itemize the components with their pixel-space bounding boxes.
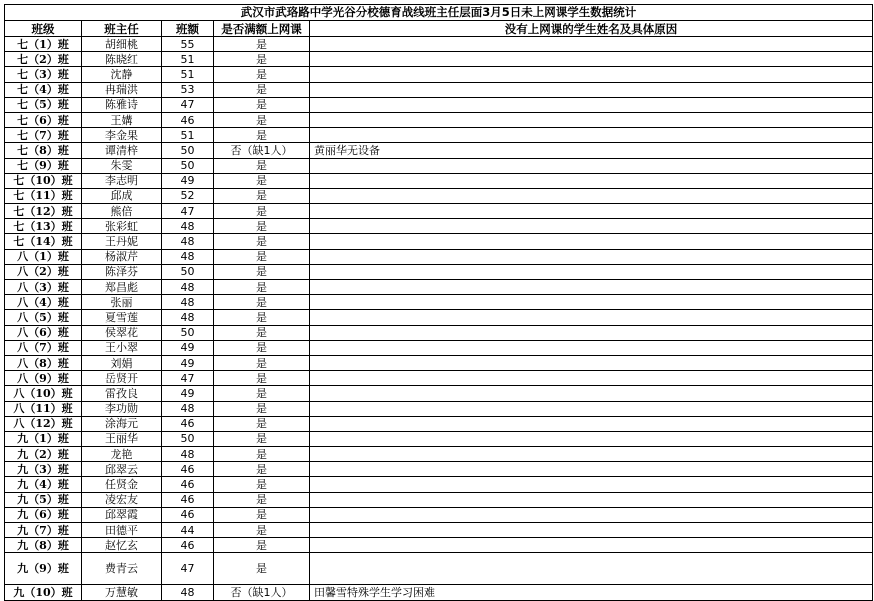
count-cell[interactable]: 48 bbox=[162, 310, 214, 325]
count-cell[interactable]: 48 bbox=[162, 401, 214, 416]
count-cell[interactable]: 47 bbox=[162, 371, 214, 386]
count-cell[interactable]: 48 bbox=[162, 219, 214, 234]
count-cell[interactable]: 48 bbox=[162, 447, 214, 462]
reason-cell[interactable] bbox=[310, 325, 873, 340]
status-cell[interactable]: 是 bbox=[214, 37, 310, 52]
teacher-cell[interactable]: 邱翠霞 bbox=[82, 507, 162, 522]
teacher-cell[interactable]: 李金果 bbox=[82, 128, 162, 143]
count-cell[interactable]: 49 bbox=[162, 340, 214, 355]
count-cell[interactable]: 49 bbox=[162, 386, 214, 401]
reason-cell[interactable] bbox=[310, 67, 873, 82]
class-cell[interactable]: 八（1）班 bbox=[5, 249, 82, 264]
teacher-cell[interactable]: 李功勋 bbox=[82, 401, 162, 416]
status-cell[interactable]: 是 bbox=[214, 158, 310, 173]
reason-cell[interactable] bbox=[310, 492, 873, 507]
table-row bbox=[5, 386, 873, 401]
table-row bbox=[5, 188, 873, 203]
class-cell[interactable]: 七（2）班 bbox=[5, 52, 82, 67]
reason-cell[interactable]: 田馨雪特殊学生学习困难 bbox=[310, 585, 873, 600]
status-cell[interactable]: 是 bbox=[214, 553, 310, 585]
status-cell[interactable]: 是 bbox=[214, 401, 310, 416]
header-teacher[interactable]: 班主任 bbox=[82, 21, 162, 37]
table-row bbox=[5, 249, 873, 264]
count-cell[interactable]: 48 bbox=[162, 585, 214, 600]
teacher-cell[interactable]: 费青云 bbox=[82, 553, 162, 585]
class-cell[interactable]: 八（3）班 bbox=[5, 280, 82, 295]
reason-cell[interactable] bbox=[310, 386, 873, 401]
count-cell[interactable]: 49 bbox=[162, 355, 214, 370]
table-row bbox=[5, 52, 873, 67]
table-row bbox=[5, 371, 873, 386]
teacher-cell[interactable]: 冉瑞洪 bbox=[82, 82, 162, 97]
teacher-cell[interactable]: 赵忆玄 bbox=[82, 538, 162, 553]
class-cell[interactable]: 七（3）班 bbox=[5, 67, 82, 82]
header-class[interactable]: 班级 bbox=[5, 21, 82, 37]
count-cell[interactable]: 51 bbox=[162, 67, 214, 82]
count-cell[interactable]: 50 bbox=[162, 431, 214, 446]
teacher-cell[interactable]: 岳贤开 bbox=[82, 371, 162, 386]
count-cell[interactable]: 46 bbox=[162, 507, 214, 522]
teacher-cell[interactable]: 熊倍 bbox=[82, 204, 162, 219]
count-cell[interactable]: 48 bbox=[162, 295, 214, 310]
class-cell[interactable]: 九（9）班 bbox=[5, 553, 82, 585]
table-row bbox=[5, 219, 873, 234]
reason-cell[interactable] bbox=[310, 280, 873, 295]
reason-cell[interactable] bbox=[310, 431, 873, 446]
count-cell[interactable]: 49 bbox=[162, 173, 214, 188]
teacher-cell[interactable]: 邱成 bbox=[82, 188, 162, 203]
table-row bbox=[5, 492, 873, 507]
count-cell[interactable]: 46 bbox=[162, 538, 214, 553]
teacher-cell[interactable]: 胡细桃 bbox=[82, 37, 162, 52]
teacher-cell[interactable]: 夏雪莲 bbox=[82, 310, 162, 325]
reason-cell[interactable] bbox=[310, 249, 873, 264]
table-row bbox=[5, 67, 873, 82]
table-row bbox=[5, 355, 873, 370]
teacher-cell[interactable]: 郑昌彪 bbox=[82, 280, 162, 295]
table-row bbox=[5, 143, 873, 158]
reason-cell[interactable] bbox=[310, 188, 873, 203]
table-row bbox=[5, 128, 873, 143]
teacher-cell[interactable]: 王小翠 bbox=[82, 340, 162, 355]
teacher-cell[interactable]: 杨淑芹 bbox=[82, 249, 162, 264]
class-cell[interactable]: 七（10）班 bbox=[5, 173, 82, 188]
class-cell[interactable]: 九（2）班 bbox=[5, 447, 82, 462]
teacher-cell[interactable]: 张丽 bbox=[82, 295, 162, 310]
status-cell[interactable]: 是 bbox=[214, 67, 310, 82]
teacher-cell[interactable]: 陈泽芬 bbox=[82, 264, 162, 279]
table-row bbox=[5, 82, 873, 97]
status-cell[interactable]: 是 bbox=[214, 538, 310, 553]
status-cell[interactable]: 是 bbox=[214, 355, 310, 370]
status-cell[interactable]: 是 bbox=[214, 52, 310, 67]
reason-cell[interactable] bbox=[310, 538, 873, 553]
count-cell[interactable]: 46 bbox=[162, 112, 214, 127]
teacher-cell[interactable]: 龙艳 bbox=[82, 447, 162, 462]
reason-cell[interactable] bbox=[310, 553, 873, 585]
status-cell[interactable]: 是 bbox=[214, 477, 310, 492]
status-cell[interactable]: 是 bbox=[214, 371, 310, 386]
reason-cell[interactable] bbox=[310, 355, 873, 370]
class-cell[interactable]: 七（7）班 bbox=[5, 128, 82, 143]
header-row bbox=[5, 21, 873, 37]
class-cell[interactable]: 八（4）班 bbox=[5, 295, 82, 310]
reason-cell[interactable] bbox=[310, 340, 873, 355]
status-cell[interactable]: 是 bbox=[214, 264, 310, 279]
reason-cell[interactable] bbox=[310, 112, 873, 127]
class-cell[interactable]: 八（10）班 bbox=[5, 386, 82, 401]
status-cell[interactable]: 是 bbox=[214, 234, 310, 249]
class-cell[interactable]: 八（7）班 bbox=[5, 340, 82, 355]
teacher-cell[interactable]: 涂海元 bbox=[82, 416, 162, 431]
count-cell[interactable]: 47 bbox=[162, 553, 214, 585]
reason-cell[interactable] bbox=[310, 128, 873, 143]
teacher-cell[interactable]: 雷孜良 bbox=[82, 386, 162, 401]
status-cell[interactable]: 是 bbox=[214, 507, 310, 522]
table-row bbox=[5, 204, 873, 219]
status-cell[interactable]: 是 bbox=[214, 249, 310, 264]
reason-cell[interactable] bbox=[310, 477, 873, 492]
table-row bbox=[5, 585, 873, 600]
class-cell[interactable]: 七（11）班 bbox=[5, 188, 82, 203]
count-cell[interactable]: 48 bbox=[162, 234, 214, 249]
count-cell[interactable]: 51 bbox=[162, 128, 214, 143]
count-cell[interactable]: 48 bbox=[162, 249, 214, 264]
count-cell[interactable]: 50 bbox=[162, 325, 214, 340]
class-cell[interactable]: 七（5）班 bbox=[5, 97, 82, 112]
teacher-cell[interactable]: 朱雯 bbox=[82, 158, 162, 173]
count-cell[interactable]: 50 bbox=[162, 158, 214, 173]
class-cell[interactable]: 八（6）班 bbox=[5, 325, 82, 340]
class-cell[interactable]: 九（7）班 bbox=[5, 523, 82, 538]
class-cell[interactable]: 八（9）班 bbox=[5, 371, 82, 386]
teacher-cell[interactable]: 沈静 bbox=[82, 67, 162, 82]
class-cell[interactable]: 七（4）班 bbox=[5, 82, 82, 97]
table-row bbox=[5, 173, 873, 188]
class-cell[interactable]: 八（5）班 bbox=[5, 310, 82, 325]
table-row bbox=[5, 431, 873, 446]
reason-cell[interactable] bbox=[310, 234, 873, 249]
class-cell[interactable]: 九（1）班 bbox=[5, 431, 82, 446]
teacher-cell[interactable]: 陈雅诗 bbox=[82, 97, 162, 112]
table-row bbox=[5, 112, 873, 127]
status-cell[interactable]: 是 bbox=[214, 310, 310, 325]
status-cell[interactable]: 是 bbox=[214, 188, 310, 203]
reason-cell[interactable] bbox=[310, 310, 873, 325]
status-cell[interactable]: 是 bbox=[214, 173, 310, 188]
table-body bbox=[5, 37, 873, 601]
header-status[interactable]: 是否满额上网课 bbox=[214, 21, 310, 37]
table-row bbox=[5, 264, 873, 279]
reason-cell[interactable] bbox=[310, 264, 873, 279]
class-cell[interactable]: 七（6）班 bbox=[5, 112, 82, 127]
table-row bbox=[5, 553, 873, 585]
class-cell[interactable]: 七（1）班 bbox=[5, 37, 82, 52]
reason-cell[interactable] bbox=[310, 447, 873, 462]
reason-cell[interactable] bbox=[310, 82, 873, 97]
status-cell[interactable]: 是 bbox=[214, 492, 310, 507]
table-row bbox=[5, 280, 873, 295]
status-cell[interactable]: 是 bbox=[214, 325, 310, 340]
status-cell[interactable]: 是 bbox=[214, 416, 310, 431]
count-cell[interactable]: 47 bbox=[162, 97, 214, 112]
teacher-cell[interactable]: 刘娟 bbox=[82, 355, 162, 370]
count-cell[interactable]: 48 bbox=[162, 280, 214, 295]
class-cell[interactable]: 九（6）班 bbox=[5, 507, 82, 522]
count-cell[interactable]: 46 bbox=[162, 416, 214, 431]
reason-cell[interactable] bbox=[310, 173, 873, 188]
table-row bbox=[5, 523, 873, 538]
table-row bbox=[5, 340, 873, 355]
teacher-cell[interactable]: 任贤金 bbox=[82, 477, 162, 492]
teacher-cell[interactable]: 田德平 bbox=[82, 523, 162, 538]
status-cell[interactable]: 是 bbox=[214, 204, 310, 219]
count-cell[interactable]: 53 bbox=[162, 82, 214, 97]
status-cell[interactable]: 是 bbox=[214, 447, 310, 462]
header-count[interactable]: 班额 bbox=[162, 21, 214, 37]
class-cell[interactable]: 九（3）班 bbox=[5, 462, 82, 477]
table-row bbox=[5, 295, 873, 310]
status-cell[interactable]: 否（缺1人） bbox=[214, 143, 310, 158]
class-cell[interactable]: 七（12）班 bbox=[5, 204, 82, 219]
teacher-cell[interactable]: 王丽华 bbox=[82, 431, 162, 446]
status-cell[interactable]: 是 bbox=[214, 112, 310, 127]
class-cell[interactable]: 八（8）班 bbox=[5, 355, 82, 370]
count-cell[interactable]: 55 bbox=[162, 37, 214, 52]
status-cell[interactable]: 是 bbox=[214, 386, 310, 401]
reason-cell[interactable] bbox=[310, 37, 873, 52]
table-row bbox=[5, 97, 873, 112]
table-row bbox=[5, 507, 873, 522]
sheet-title[interactable]: 武汉市武珞路中学光谷分校德育战线班主任层面3月5日未上网课学生数据统计 bbox=[5, 5, 873, 21]
count-cell[interactable]: 46 bbox=[162, 462, 214, 477]
count-cell[interactable]: 52 bbox=[162, 188, 214, 203]
teacher-cell[interactable]: 邱翠云 bbox=[82, 462, 162, 477]
status-cell[interactable]: 是 bbox=[214, 295, 310, 310]
class-cell[interactable]: 七（8）班 bbox=[5, 143, 82, 158]
teacher-cell[interactable]: 王丹妮 bbox=[82, 234, 162, 249]
reason-cell[interactable] bbox=[310, 523, 873, 538]
table-row bbox=[5, 401, 873, 416]
class-cell[interactable]: 八（12）班 bbox=[5, 416, 82, 431]
teacher-cell[interactable]: 陈晓红 bbox=[82, 52, 162, 67]
status-cell[interactable]: 是 bbox=[214, 523, 310, 538]
teacher-cell[interactable]: 万慧敏 bbox=[82, 585, 162, 600]
count-cell[interactable]: 47 bbox=[162, 204, 214, 219]
status-cell[interactable]: 是 bbox=[214, 462, 310, 477]
class-cell[interactable]: 九（5）班 bbox=[5, 492, 82, 507]
teacher-cell[interactable]: 谭清梓 bbox=[82, 143, 162, 158]
reason-cell[interactable] bbox=[310, 462, 873, 477]
reason-cell[interactable] bbox=[310, 371, 873, 386]
reason-cell[interactable] bbox=[310, 401, 873, 416]
status-cell[interactable]: 是 bbox=[214, 82, 310, 97]
class-cell[interactable]: 九（8）班 bbox=[5, 538, 82, 553]
status-cell[interactable]: 否（缺1人） bbox=[214, 585, 310, 600]
reason-cell[interactable] bbox=[310, 158, 873, 173]
reason-cell[interactable] bbox=[310, 97, 873, 112]
reason-cell[interactable] bbox=[310, 204, 873, 219]
count-cell[interactable]: 46 bbox=[162, 477, 214, 492]
table-row bbox=[5, 234, 873, 249]
reason-cell[interactable] bbox=[310, 295, 873, 310]
teacher-cell[interactable]: 侯翠花 bbox=[82, 325, 162, 340]
status-cell[interactable]: 是 bbox=[214, 280, 310, 295]
reason-cell[interactable] bbox=[310, 219, 873, 234]
status-cell[interactable]: 是 bbox=[214, 97, 310, 112]
table-row bbox=[5, 158, 873, 173]
class-cell[interactable]: 七（13）班 bbox=[5, 219, 82, 234]
teacher-cell[interactable]: 凌宏友 bbox=[82, 492, 162, 507]
table-row bbox=[5, 416, 873, 431]
table-row bbox=[5, 447, 873, 462]
teacher-cell[interactable]: 王媾 bbox=[82, 112, 162, 127]
reason-cell[interactable] bbox=[310, 507, 873, 522]
count-cell[interactable]: 44 bbox=[162, 523, 214, 538]
table-row bbox=[5, 310, 873, 325]
reason-cell[interactable] bbox=[310, 416, 873, 431]
reason-cell[interactable]: 黄丽华无设备 bbox=[310, 143, 873, 158]
status-cell[interactable]: 是 bbox=[214, 128, 310, 143]
count-cell[interactable]: 51 bbox=[162, 52, 214, 67]
spreadsheet bbox=[4, 4, 872, 601]
reason-cell[interactable] bbox=[310, 52, 873, 67]
data-table bbox=[4, 4, 873, 601]
table-row bbox=[5, 477, 873, 492]
class-cell[interactable]: 八（2）班 bbox=[5, 264, 82, 279]
count-cell[interactable]: 46 bbox=[162, 492, 214, 507]
table-row bbox=[5, 325, 873, 340]
table-row bbox=[5, 462, 873, 477]
class-cell[interactable]: 九（4）班 bbox=[5, 477, 82, 492]
title-row bbox=[5, 5, 873, 21]
count-cell[interactable]: 50 bbox=[162, 264, 214, 279]
status-cell[interactable]: 是 bbox=[214, 431, 310, 446]
status-cell[interactable]: 是 bbox=[214, 340, 310, 355]
status-cell[interactable]: 是 bbox=[214, 219, 310, 234]
table-row bbox=[5, 37, 873, 52]
teacher-cell[interactable]: 张彩虹 bbox=[82, 219, 162, 234]
class-cell[interactable]: 七（9）班 bbox=[5, 158, 82, 173]
header-reason[interactable]: 没有上网课的学生姓名及具体原因 bbox=[310, 21, 873, 37]
table-row bbox=[5, 538, 873, 553]
class-cell[interactable]: 八（11）班 bbox=[5, 401, 82, 416]
class-cell[interactable]: 七（14）班 bbox=[5, 234, 82, 249]
class-cell[interactable]: 九（10）班 bbox=[5, 585, 82, 600]
count-cell[interactable]: 50 bbox=[162, 143, 214, 158]
teacher-cell[interactable]: 李志明 bbox=[82, 173, 162, 188]
